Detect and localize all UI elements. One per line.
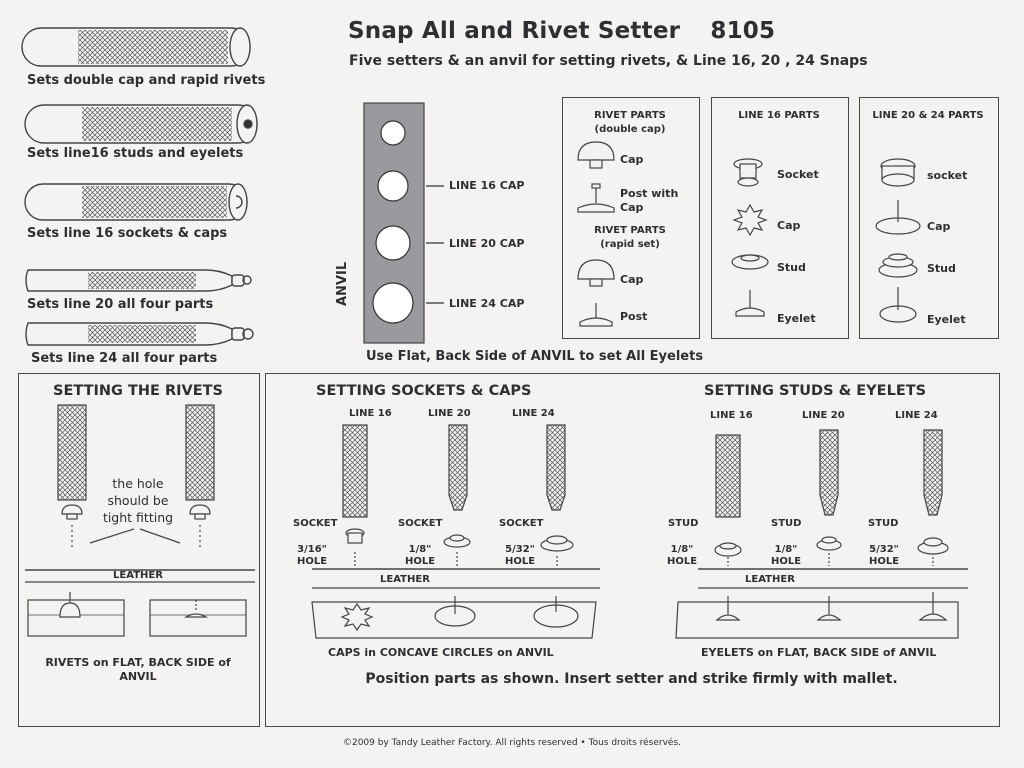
line2024-parts-title: LINE 20 & 24 PARTS (872, 110, 984, 121)
setter-5-label: Sets line 24 all four parts (31, 351, 218, 366)
anvil-cap-label-20: LINE 20 CAP (449, 237, 525, 250)
rivet-cap-2-label: Cap (620, 273, 644, 286)
studs-part-label-3: STUD (868, 518, 899, 529)
sockets-hole-2 (402, 544, 438, 568)
setter-2-label: Sets line16 studs and eyelets (27, 146, 244, 161)
sockets-line16-label: LINE 16 (349, 408, 392, 419)
rivet-parts-title-1: RIVET PARTS (594, 110, 666, 121)
studs-line16-label: LINE 16 (710, 410, 753, 421)
studs-hole-3 (864, 544, 904, 568)
sockets-hole-1-size: 3/16" (297, 544, 327, 555)
setter-1-label: Sets double cap and rapid rivets (27, 73, 266, 88)
studs-caption: EYELETS on FLAT, BACK SIDE of ANVIL (701, 646, 937, 659)
setting-rivets-title: SETTING THE RIVETS (53, 383, 223, 399)
sockets-hole-1-word: HOLE (296, 556, 328, 567)
sockets-hole-1 (290, 544, 334, 568)
studs-part-label-2: STUD (771, 518, 802, 529)
anvil-label: ANVIL (335, 261, 350, 306)
sockets-hole-2-word: HOLE (404, 556, 436, 567)
copyright-footer: ©2009 by Tandy Leather Factory. All rights reserved • Tous droits réservés. (342, 738, 682, 748)
studs-hole-2-word: HOLE (770, 556, 802, 567)
studs-hole-2-size: 1/8" (774, 544, 798, 555)
studs-leather-label: LEATHER (745, 574, 795, 585)
setter-1-illustration (22, 28, 250, 66)
anvil-note: Use Flat, Back Side of ANVIL to set All Eyelets (366, 349, 704, 364)
sockets-caption: CAPS in CONCAVE CIRCLES on ANVIL (328, 646, 554, 659)
setter-3-label: Sets line 16 sockets & caps (27, 226, 228, 241)
title-text: Snap All and Rivet Setter (348, 18, 681, 44)
studs-hole-1-size: 1/8" (670, 544, 694, 555)
anvil-cap-label-16: LINE 16 CAP (449, 179, 525, 192)
line2024-socket-label: socket (927, 169, 968, 182)
studs-line20-label: LINE 20 (802, 410, 845, 421)
sockets-part-label-2: SOCKET (398, 518, 443, 529)
sockets-part-label-1: SOCKET (293, 518, 338, 529)
rivet-cap-1-label: Cap (620, 153, 644, 166)
line16-cap-label: Cap (777, 219, 801, 232)
sockets-hole-3 (500, 544, 540, 568)
line16-stud-label: Stud (777, 261, 806, 274)
sockets-line24-label: LINE 24 (512, 408, 555, 419)
rivet-hole-note-line3: tight fitting (102, 510, 174, 525)
model-number: 8105 (710, 18, 776, 44)
setter-5-illustration (26, 323, 253, 345)
instruction-text: Position parts as shown. Insert setter and strike firmly with mallet. (365, 671, 898, 687)
rivet-parts-sub-1: (double cap) (594, 124, 666, 135)
studs-hole-3-size: 5/32" (869, 544, 899, 555)
line16-eyelet-label: Eyelet (777, 312, 816, 325)
sockets-part-label-3: SOCKET (499, 518, 544, 529)
setter-4-label: Sets line 20 all four parts (27, 297, 214, 312)
studs-hole-1-word: HOLE (666, 556, 698, 567)
page-title (348, 18, 775, 44)
sockets-hole-2-size: 1/8" (408, 544, 432, 555)
studs-line24-label: LINE 24 (895, 410, 938, 421)
sockets-caps-title: SETTING SOCKETS & CAPS (316, 383, 532, 399)
rivet-parts-title-2: RIVET PARTS (594, 225, 666, 236)
rivet-hole-note-line2: should be (107, 493, 169, 508)
rivet-post-label: Post (620, 310, 648, 323)
rivets-caption: RIVETS on FLAT, BACK SIDE of ANVIL (45, 656, 231, 683)
line2024-parts-box (859, 97, 999, 339)
line16-socket-label: Socket (777, 168, 819, 181)
anvil-illustration (364, 103, 444, 343)
sockets-hole-3-word: HOLE (504, 556, 536, 567)
rivet-post-with-cap-label: Post with Cap (620, 187, 679, 214)
sockets-line20-label: LINE 20 (428, 408, 471, 419)
setter-4-illustration (26, 270, 251, 291)
line2024-cap-label: Cap (927, 220, 951, 233)
sockets-leather-label: LEATHER (380, 574, 430, 585)
line2024-eyelet-label: Eyelet (927, 313, 966, 326)
page-subtitle: Five setters & an anvil for setting rivets, & Line 16, 20 , 24 Snaps (349, 53, 868, 69)
rivet-parts-sub-2: (rapid set) (600, 239, 660, 250)
studs-hole-1 (664, 544, 700, 568)
setter-3-illustration (25, 184, 247, 220)
sockets-hole-3-size: 5/32" (505, 544, 535, 555)
rivet-hole-note (96, 475, 180, 526)
line16-parts-box (711, 97, 849, 339)
studs-part-label-1: STUD (668, 518, 699, 529)
rivets-leather-label: LEATHER (113, 570, 163, 581)
studs-hole-3-word: HOLE (868, 556, 900, 567)
studs-hole-2 (768, 544, 804, 568)
anvil-cap-label-24: LINE 24 CAP (449, 297, 525, 310)
setter-2-illustration (25, 105, 257, 143)
rivet-hole-note-line1: the hole (112, 476, 164, 491)
studs-eyelets-title: SETTING STUDS & EYELETS (704, 383, 927, 399)
line16-parts-title: LINE 16 PARTS (738, 110, 820, 121)
line2024-stud-label: Stud (927, 262, 956, 275)
